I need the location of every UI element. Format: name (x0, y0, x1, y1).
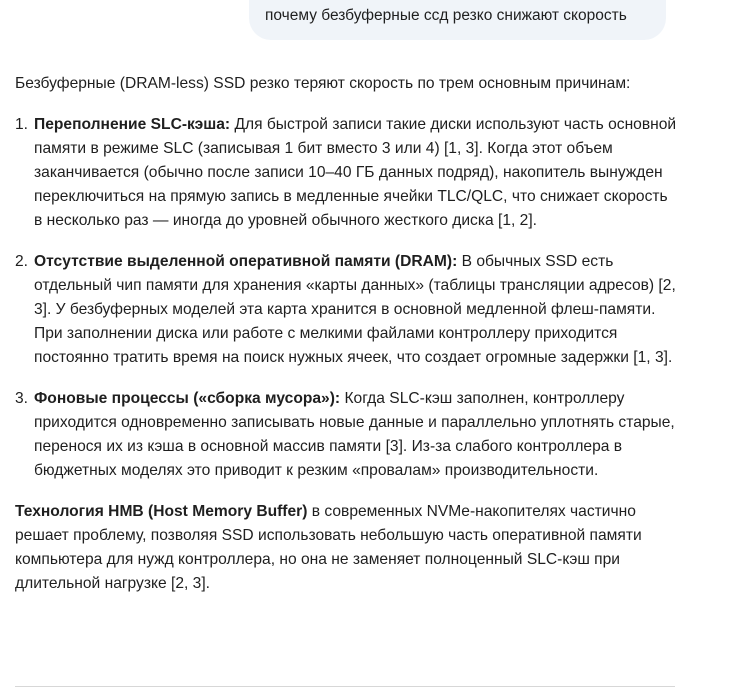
list-item-title: Отсутствие выделенной оперативной памяти (DRAM): (34, 253, 458, 270)
list-item-number: 1. (15, 116, 29, 133)
response-intro: Безбуферные (DRAM-less) SSD резко теряют скорость по трем основным причинам: (15, 75, 631, 92)
list-item (15, 250, 680, 370)
assistant-response (15, 72, 680, 596)
user-message-bubble (249, 0, 666, 40)
list-item-title: Переполнение SLC-кэша: (34, 116, 231, 133)
list-item (15, 387, 680, 483)
list-item-number: 3. (15, 390, 29, 407)
list-item-text: Для быстрой записи такие диски используют часть основной памяти в режиме SLC (записывая 1 бит вместо 3 или 4) [1, 3]. Когда этот объем заканчивается (обычно после записи 10–40 ГБ данных подряд), накопитель вынужден переключиться на прямую запись в медленные ячейки TLC/QLC, что снижает скорость в несколько раз — иногда до уровней обычного жесткого диска [1, 2]. (34, 116, 677, 229)
user-message-text: почему безбуферные ссд резко снижают скорость (265, 7, 627, 24)
closing-text: в современных NVMe-накопителях частично решает проблему, позволяя SSD использовать небольшую часть оперативной памяти компьютера для нужд контроллера, но она не заменяет полноценный SLC-кэш при длительной нагрузке [2, 3]. (15, 503, 642, 592)
reasons-list (15, 113, 680, 483)
list-item-text: Когда SLC-кэш заполнен, контроллеру приходится одновременно записывать новые данные и параллельно уплотнять старые, перенося их из кэша в основной массив памяти [3]. Из-за слабого контроллера в бюджетных моделях это приводит к резким «провалам» производительности. (34, 390, 675, 479)
list-item-text: В обычных SSD есть отдельный чип памяти для хранения «карты данных» (таблицы трансляции адресов) [2, 3]. У безбуферных моделей эта карта хранится в основной медленной флеш-памяти. При заполнении диска или работе с мелкими файлами контроллеру приходится постоянно тратить время на поиск нужных ячеек, что создает огромные задержки [1, 3]. (34, 253, 676, 366)
list-item-number: 2. (15, 253, 29, 270)
list-item-title: Фоновые процессы («сборка мусора»): (34, 390, 341, 407)
response-divider (15, 686, 675, 687)
closing-paragraph (15, 500, 680, 596)
closing-title: Технология HMB (Host Memory Buffer) (15, 503, 308, 520)
list-item (15, 113, 680, 233)
